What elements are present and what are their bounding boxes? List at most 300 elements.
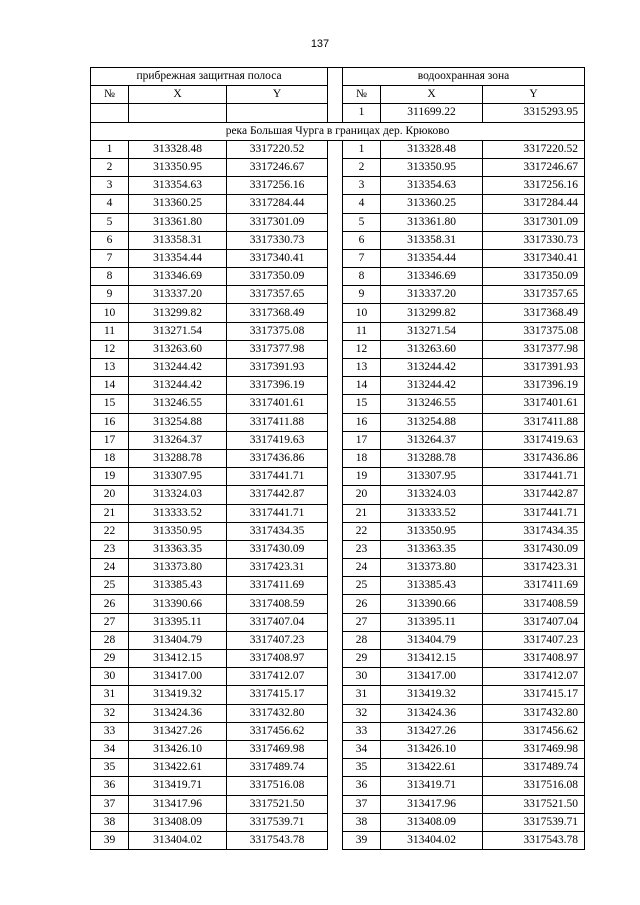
column-gap bbox=[328, 359, 343, 377]
right-x-cell: 313244.42 bbox=[381, 377, 483, 395]
left-x-cell: 313427.26 bbox=[129, 722, 227, 740]
left-x-cell: 313404.79 bbox=[129, 631, 227, 649]
right-x-cell: 313419.71 bbox=[381, 777, 483, 795]
column-gap bbox=[328, 704, 343, 722]
left-x-cell: 313254.88 bbox=[129, 413, 227, 431]
right-num-cell: 25 bbox=[343, 577, 381, 595]
right-num-cell: 36 bbox=[343, 777, 381, 795]
left-y-cell: 3317396.19 bbox=[227, 377, 328, 395]
right-num-cell: 28 bbox=[343, 631, 381, 649]
column-gap bbox=[328, 195, 343, 213]
left-x-cell: 313419.71 bbox=[129, 777, 227, 795]
left-y-cell: 3317419.63 bbox=[227, 431, 328, 449]
right-num-cell: 15 bbox=[343, 395, 381, 413]
left-y-cell: 3317411.88 bbox=[227, 413, 328, 431]
column-gap bbox=[328, 631, 343, 649]
left-y-cell: 3317456.62 bbox=[227, 722, 328, 740]
right-y-cell: 3317423.31 bbox=[483, 559, 585, 577]
table-row bbox=[91, 831, 585, 849]
left-y-cell: 3317423.31 bbox=[227, 559, 328, 577]
left-num-cell: 33 bbox=[91, 722, 129, 740]
right-num-cell: 9 bbox=[343, 286, 381, 304]
left-num-cell: 20 bbox=[91, 486, 129, 504]
right-x-cell: 313360.25 bbox=[381, 195, 483, 213]
left-y-cell: 3317357.65 bbox=[227, 286, 328, 304]
right-x-cell: 313426.10 bbox=[381, 740, 483, 758]
left-x-cell: 313404.02 bbox=[129, 831, 227, 849]
right-x-cell: 313244.42 bbox=[381, 359, 483, 377]
left-x-cell: 313395.11 bbox=[129, 613, 227, 631]
right-num-cell: 12 bbox=[343, 340, 381, 358]
column-gap bbox=[328, 650, 343, 668]
table-row bbox=[91, 413, 585, 431]
left-num-cell: 16 bbox=[91, 413, 129, 431]
column-gap bbox=[328, 595, 343, 613]
column-gap bbox=[328, 740, 343, 758]
column-gap bbox=[328, 613, 343, 631]
right-y-cell: 3317456.62 bbox=[483, 722, 585, 740]
left-y-cell: 3317543.78 bbox=[227, 831, 328, 849]
right-x-cell: 313299.82 bbox=[381, 304, 483, 322]
right-num-cell: 16 bbox=[343, 413, 381, 431]
column-gap bbox=[328, 795, 343, 813]
table-row bbox=[91, 431, 585, 449]
right-num-cell: 24 bbox=[343, 559, 381, 577]
left-num-cell: 30 bbox=[91, 668, 129, 686]
column-gap bbox=[328, 340, 343, 358]
left-x-cell: 313263.60 bbox=[129, 340, 227, 358]
right-num-cell: 39 bbox=[343, 831, 381, 849]
right-y-cell: 3317340.41 bbox=[483, 249, 585, 267]
right-num-cell: 19 bbox=[343, 468, 381, 486]
left-empty-cell bbox=[129, 104, 227, 122]
left-x-cell: 313412.15 bbox=[129, 650, 227, 668]
right-num-cell: 14 bbox=[343, 377, 381, 395]
right-x-cell: 313417.96 bbox=[381, 795, 483, 813]
left-y-cell: 3317516.08 bbox=[227, 777, 328, 795]
right-y-cell: 3317407.23 bbox=[483, 631, 585, 649]
section-title-row bbox=[91, 122, 585, 140]
right-num-cell: 7 bbox=[343, 249, 381, 267]
left-x-cell: 313361.80 bbox=[129, 213, 227, 231]
table-row bbox=[91, 268, 585, 286]
left-empty-cell bbox=[227, 104, 328, 122]
right-num-cell: 22 bbox=[343, 522, 381, 540]
left-num-cell: 37 bbox=[91, 795, 129, 813]
table-row bbox=[91, 740, 585, 758]
table-row bbox=[91, 468, 585, 486]
column-gap bbox=[328, 158, 343, 176]
left-y-cell: 3317340.41 bbox=[227, 249, 328, 267]
table-row bbox=[91, 213, 585, 231]
right-x-cell: 313264.37 bbox=[381, 431, 483, 449]
right-y-cell: 3317469.98 bbox=[483, 740, 585, 758]
left-num-cell: 18 bbox=[91, 449, 129, 467]
right-x-cell: 313288.78 bbox=[381, 449, 483, 467]
column-gap bbox=[328, 777, 343, 795]
left-x-cell: 313419.32 bbox=[129, 686, 227, 704]
left-x-cell: 313385.43 bbox=[129, 577, 227, 595]
left-num-cell: 3 bbox=[91, 177, 129, 195]
right-x-cell: 313422.61 bbox=[381, 759, 483, 777]
left-y-cell: 3317330.73 bbox=[227, 231, 328, 249]
right-y-cell: 3317256.16 bbox=[483, 177, 585, 195]
left-x-cell: 313350.95 bbox=[129, 158, 227, 176]
column-gap bbox=[328, 504, 343, 522]
right-y-cell: 3317516.08 bbox=[483, 777, 585, 795]
right-x-cell: 313427.26 bbox=[381, 722, 483, 740]
right-y-cell: 3317246.67 bbox=[483, 158, 585, 176]
right-num-header: № bbox=[343, 86, 381, 104]
left-x-cell: 313373.80 bbox=[129, 559, 227, 577]
right-x-cell: 313254.88 bbox=[381, 413, 483, 431]
right-y-cell: 3315293.95 bbox=[483, 104, 585, 122]
left-y-cell: 3317408.59 bbox=[227, 595, 328, 613]
right-num-cell: 10 bbox=[343, 304, 381, 322]
left-y-cell: 3317350.09 bbox=[227, 268, 328, 286]
left-num-cell: 34 bbox=[91, 740, 129, 758]
right-num-cell: 1 bbox=[343, 140, 381, 158]
right-x-cell: 313395.11 bbox=[381, 613, 483, 631]
table-row bbox=[91, 595, 585, 613]
pre-section-row bbox=[91, 104, 585, 122]
right-num-cell: 1 bbox=[343, 104, 381, 122]
table-row bbox=[91, 249, 585, 267]
right-y-cell: 3317489.74 bbox=[483, 759, 585, 777]
left-x-cell: 313288.78 bbox=[129, 449, 227, 467]
table-row bbox=[91, 504, 585, 522]
right-num-cell: 13 bbox=[343, 359, 381, 377]
right-y-cell: 3317434.35 bbox=[483, 522, 585, 540]
left-num-header: № bbox=[91, 86, 129, 104]
left-y-cell: 3317412.07 bbox=[227, 668, 328, 686]
left-num-cell: 28 bbox=[91, 631, 129, 649]
table-row bbox=[91, 449, 585, 467]
left-num-cell: 39 bbox=[91, 831, 129, 849]
table-row bbox=[91, 668, 585, 686]
right-num-cell: 18 bbox=[343, 449, 381, 467]
left-x-cell: 313244.42 bbox=[129, 377, 227, 395]
right-x-cell: 313337.20 bbox=[381, 286, 483, 304]
table-row bbox=[91, 631, 585, 649]
right-y-cell: 3317543.78 bbox=[483, 831, 585, 849]
left-x-cell: 313264.37 bbox=[129, 431, 227, 449]
left-num-cell: 2 bbox=[91, 158, 129, 176]
table-row bbox=[91, 795, 585, 813]
left-num-cell: 35 bbox=[91, 759, 129, 777]
table-row bbox=[91, 577, 585, 595]
left-num-cell: 24 bbox=[91, 559, 129, 577]
left-y-cell: 3317432.80 bbox=[227, 704, 328, 722]
column-gap bbox=[328, 759, 343, 777]
right-x-cell: 313363.35 bbox=[381, 540, 483, 558]
right-y-cell: 3317284.44 bbox=[483, 195, 585, 213]
column-gap bbox=[328, 322, 343, 340]
column-gap bbox=[328, 213, 343, 231]
table-row bbox=[91, 686, 585, 704]
right-y-cell: 3317432.80 bbox=[483, 704, 585, 722]
right-y-cell: 3317330.73 bbox=[483, 231, 585, 249]
left-y-cell: 3317368.49 bbox=[227, 304, 328, 322]
left-num-cell: 5 bbox=[91, 213, 129, 231]
table-row bbox=[91, 540, 585, 558]
left-y-cell: 3317391.93 bbox=[227, 359, 328, 377]
left-num-cell: 19 bbox=[91, 468, 129, 486]
column-gap bbox=[328, 286, 343, 304]
left-num-cell: 38 bbox=[91, 813, 129, 831]
right-x-cell: 313412.15 bbox=[381, 650, 483, 668]
right-y-cell: 3317401.61 bbox=[483, 395, 585, 413]
left-x-cell: 313307.95 bbox=[129, 468, 227, 486]
left-x-cell: 313328.48 bbox=[129, 140, 227, 158]
right-x-cell: 313271.54 bbox=[381, 322, 483, 340]
left-y-cell: 3317442.87 bbox=[227, 486, 328, 504]
column-header-row bbox=[91, 86, 585, 104]
right-y-cell: 3317442.87 bbox=[483, 486, 585, 504]
left-x-header: X bbox=[129, 86, 227, 104]
table-row bbox=[91, 377, 585, 395]
right-num-cell: 35 bbox=[343, 759, 381, 777]
column-gap bbox=[328, 559, 343, 577]
left-y-cell: 3317301.09 bbox=[227, 213, 328, 231]
column-gap bbox=[328, 577, 343, 595]
left-x-cell: 313424.36 bbox=[129, 704, 227, 722]
right-x-cell: 313350.95 bbox=[381, 158, 483, 176]
right-num-cell: 11 bbox=[343, 322, 381, 340]
table-row bbox=[91, 704, 585, 722]
left-x-cell: 313333.52 bbox=[129, 504, 227, 522]
right-y-cell: 3317377.98 bbox=[483, 340, 585, 358]
right-y-cell: 3317415.17 bbox=[483, 686, 585, 704]
left-x-cell: 313246.55 bbox=[129, 395, 227, 413]
left-num-cell: 13 bbox=[91, 359, 129, 377]
right-x-cell: 313307.95 bbox=[381, 468, 483, 486]
right-y-cell: 3317441.71 bbox=[483, 468, 585, 486]
left-x-cell: 313324.03 bbox=[129, 486, 227, 504]
table-row bbox=[91, 286, 585, 304]
right-num-cell: 31 bbox=[343, 686, 381, 704]
right-x-cell: 313358.31 bbox=[381, 231, 483, 249]
right-x-header: X bbox=[381, 86, 483, 104]
left-y-cell: 3317256.16 bbox=[227, 177, 328, 195]
left-num-cell: 23 bbox=[91, 540, 129, 558]
left-y-cell: 3317411.69 bbox=[227, 577, 328, 595]
table-row bbox=[91, 650, 585, 668]
left-y-cell: 3317377.98 bbox=[227, 340, 328, 358]
right-group-title: водоохранная зона bbox=[343, 68, 585, 86]
column-gap bbox=[328, 813, 343, 831]
right-num-cell: 17 bbox=[343, 431, 381, 449]
left-num-cell: 10 bbox=[91, 304, 129, 322]
right-num-cell: 6 bbox=[343, 231, 381, 249]
column-gap bbox=[328, 395, 343, 413]
left-y-header: Y bbox=[227, 86, 328, 104]
left-x-cell: 313346.69 bbox=[129, 268, 227, 286]
right-y-cell: 3317357.65 bbox=[483, 286, 585, 304]
right-x-cell: 313361.80 bbox=[381, 213, 483, 231]
right-x-cell: 313390.66 bbox=[381, 595, 483, 613]
table-row bbox=[91, 486, 585, 504]
column-gap bbox=[328, 231, 343, 249]
right-x-cell: 313333.52 bbox=[381, 504, 483, 522]
table-row bbox=[91, 613, 585, 631]
column-gap bbox=[328, 722, 343, 740]
table-row bbox=[91, 559, 585, 577]
right-x-cell: 313350.95 bbox=[381, 522, 483, 540]
right-num-cell: 38 bbox=[343, 813, 381, 831]
right-y-cell: 3317368.49 bbox=[483, 304, 585, 322]
left-num-cell: 29 bbox=[91, 650, 129, 668]
coordinates-table bbox=[90, 67, 585, 850]
left-num-cell: 32 bbox=[91, 704, 129, 722]
right-y-cell: 3317220.52 bbox=[483, 140, 585, 158]
table-row bbox=[91, 177, 585, 195]
right-x-cell: 313419.32 bbox=[381, 686, 483, 704]
right-y-cell: 3317539.71 bbox=[483, 813, 585, 831]
left-num-cell: 27 bbox=[91, 613, 129, 631]
left-num-cell: 6 bbox=[91, 231, 129, 249]
column-gap bbox=[328, 249, 343, 267]
right-y-cell: 3317396.19 bbox=[483, 377, 585, 395]
left-num-cell: 36 bbox=[91, 777, 129, 795]
right-num-cell: 5 bbox=[343, 213, 381, 231]
right-num-cell: 33 bbox=[343, 722, 381, 740]
right-num-cell: 30 bbox=[343, 668, 381, 686]
left-y-cell: 3317407.23 bbox=[227, 631, 328, 649]
section-title: река Большая Чурга в границах дер. Крюково bbox=[91, 122, 585, 140]
page-number: 137 bbox=[310, 38, 330, 50]
left-y-cell: 3317407.04 bbox=[227, 613, 328, 631]
left-y-cell: 3317430.09 bbox=[227, 540, 328, 558]
left-num-cell: 4 bbox=[91, 195, 129, 213]
right-x-cell: 313408.09 bbox=[381, 813, 483, 831]
column-gap bbox=[328, 413, 343, 431]
left-num-cell: 17 bbox=[91, 431, 129, 449]
left-num-cell: 9 bbox=[91, 286, 129, 304]
left-num-cell: 25 bbox=[91, 577, 129, 595]
right-x-cell: 313417.00 bbox=[381, 668, 483, 686]
right-x-cell: 311699.22 bbox=[381, 104, 483, 122]
table-row bbox=[91, 158, 585, 176]
right-y-cell: 3317301.09 bbox=[483, 213, 585, 231]
left-num-cell: 15 bbox=[91, 395, 129, 413]
right-num-cell: 8 bbox=[343, 268, 381, 286]
left-y-cell: 3317408.97 bbox=[227, 650, 328, 668]
right-num-cell: 34 bbox=[343, 740, 381, 758]
left-num-cell: 8 bbox=[91, 268, 129, 286]
left-x-cell: 313358.31 bbox=[129, 231, 227, 249]
right-x-cell: 313328.48 bbox=[381, 140, 483, 158]
left-y-cell: 3317469.98 bbox=[227, 740, 328, 758]
right-num-cell: 37 bbox=[343, 795, 381, 813]
column-gap bbox=[328, 468, 343, 486]
left-y-cell: 3317441.71 bbox=[227, 468, 328, 486]
right-y-cell: 3317419.63 bbox=[483, 431, 585, 449]
left-y-cell: 3317521.50 bbox=[227, 795, 328, 813]
left-x-cell: 313390.66 bbox=[129, 595, 227, 613]
table-row bbox=[91, 359, 585, 377]
left-y-cell: 3317441.71 bbox=[227, 504, 328, 522]
right-x-cell: 313404.02 bbox=[381, 831, 483, 849]
right-y-cell: 3317408.97 bbox=[483, 650, 585, 668]
right-y-cell: 3317350.09 bbox=[483, 268, 585, 286]
right-x-cell: 313385.43 bbox=[381, 577, 483, 595]
left-x-cell: 313244.42 bbox=[129, 359, 227, 377]
left-num-cell: 14 bbox=[91, 377, 129, 395]
table-row bbox=[91, 140, 585, 158]
column-gap bbox=[328, 68, 343, 86]
left-x-cell: 313360.25 bbox=[129, 195, 227, 213]
table-row bbox=[91, 231, 585, 249]
right-num-cell: 4 bbox=[343, 195, 381, 213]
table-row bbox=[91, 722, 585, 740]
left-x-cell: 313299.82 bbox=[129, 304, 227, 322]
left-x-cell: 313354.44 bbox=[129, 249, 227, 267]
table-row bbox=[91, 195, 585, 213]
right-x-cell: 313373.80 bbox=[381, 559, 483, 577]
right-y-cell: 3317411.69 bbox=[483, 577, 585, 595]
left-y-cell: 3317220.52 bbox=[227, 140, 328, 158]
right-y-cell: 3317391.93 bbox=[483, 359, 585, 377]
right-x-cell: 313354.63 bbox=[381, 177, 483, 195]
left-x-cell: 313337.20 bbox=[129, 286, 227, 304]
table-row bbox=[91, 813, 585, 831]
left-y-cell: 3317415.17 bbox=[227, 686, 328, 704]
table-row bbox=[91, 777, 585, 795]
column-gap bbox=[328, 431, 343, 449]
left-y-cell: 3317375.08 bbox=[227, 322, 328, 340]
left-empty-cell bbox=[91, 104, 129, 122]
column-gap bbox=[328, 140, 343, 158]
right-y-cell: 3317411.88 bbox=[483, 413, 585, 431]
left-y-cell: 3317539.71 bbox=[227, 813, 328, 831]
left-num-cell: 12 bbox=[91, 340, 129, 358]
right-x-cell: 313246.55 bbox=[381, 395, 483, 413]
right-x-cell: 313346.69 bbox=[381, 268, 483, 286]
right-num-cell: 23 bbox=[343, 540, 381, 558]
left-x-cell: 313417.00 bbox=[129, 668, 227, 686]
left-num-cell: 1 bbox=[91, 140, 129, 158]
right-x-cell: 313354.44 bbox=[381, 249, 483, 267]
column-gap bbox=[328, 831, 343, 849]
table-row bbox=[91, 304, 585, 322]
column-gap bbox=[328, 540, 343, 558]
left-num-cell: 7 bbox=[91, 249, 129, 267]
left-x-cell: 313363.35 bbox=[129, 540, 227, 558]
column-gap bbox=[328, 104, 343, 122]
right-y-cell: 3317430.09 bbox=[483, 540, 585, 558]
column-gap bbox=[328, 177, 343, 195]
table-row bbox=[91, 340, 585, 358]
column-gap bbox=[328, 668, 343, 686]
right-x-cell: 313404.79 bbox=[381, 631, 483, 649]
right-y-header: Y bbox=[483, 86, 585, 104]
left-x-cell: 313271.54 bbox=[129, 322, 227, 340]
table-row bbox=[91, 322, 585, 340]
right-num-cell: 21 bbox=[343, 504, 381, 522]
left-y-cell: 3317436.86 bbox=[227, 449, 328, 467]
right-num-cell: 26 bbox=[343, 595, 381, 613]
right-y-cell: 3317436.86 bbox=[483, 449, 585, 467]
column-gap bbox=[328, 304, 343, 322]
left-y-cell: 3317489.74 bbox=[227, 759, 328, 777]
column-gap bbox=[328, 522, 343, 540]
right-num-cell: 29 bbox=[343, 650, 381, 668]
left-x-cell: 313426.10 bbox=[129, 740, 227, 758]
column-gap bbox=[328, 268, 343, 286]
left-num-cell: 11 bbox=[91, 322, 129, 340]
left-num-cell: 22 bbox=[91, 522, 129, 540]
